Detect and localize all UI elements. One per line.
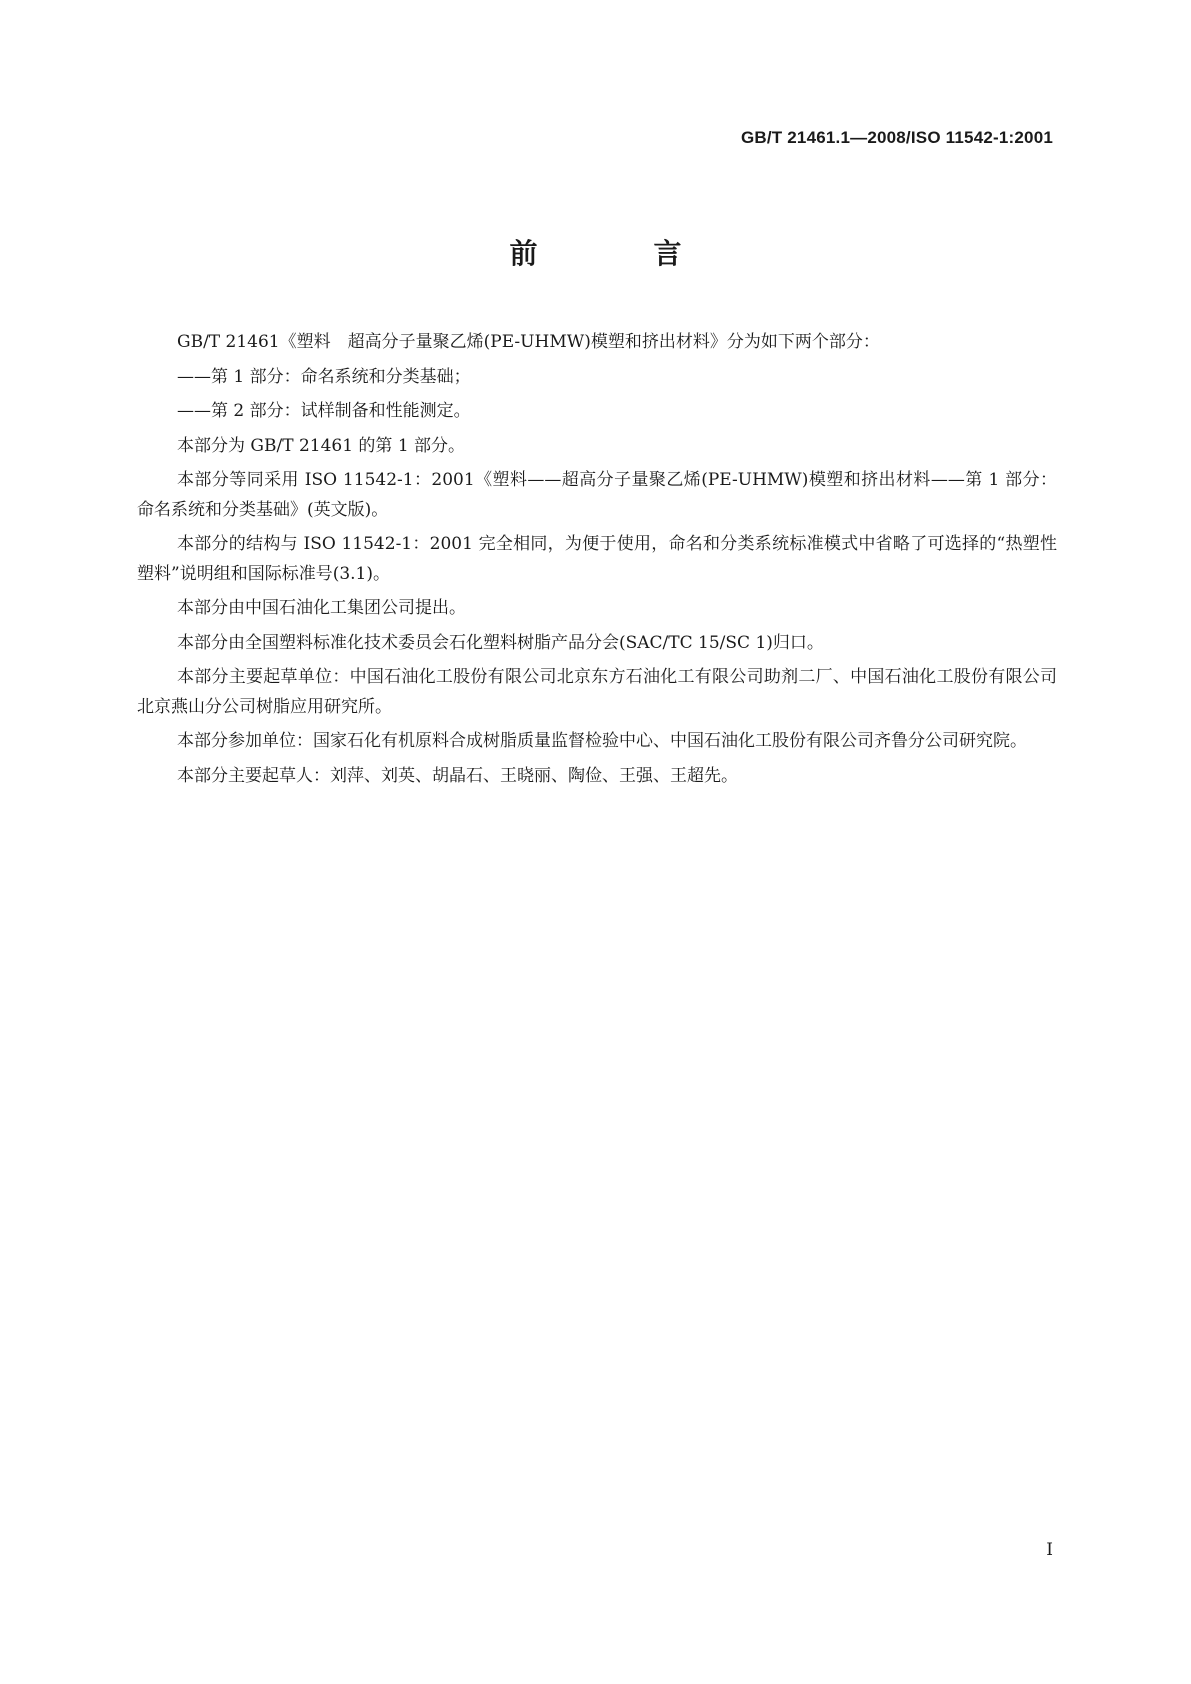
list-item-part-1: ——第 1 部分：命名系统和分类基础； xyxy=(177,366,471,387)
foreword-body xyxy=(137,328,1057,796)
paragraph-part-statement: 本部分为 GB/T 21461 的第 1 部分。 xyxy=(177,435,466,456)
paragraph-committee: 本部分由全国塑料标准化技术委员会石化塑料树脂产品分会(SAC/TC 15/SC 1)归口。 xyxy=(177,632,824,653)
paragraph-drafting-units: 本部分主要起草单位：中国石油化工股份有限公司北京东方石油化工有限公司助剂二厂、中国石油化工股份有限公司北京燕山分公司树脂应用研究所。 xyxy=(137,667,1057,717)
list-item-part-2: ——第 2 部分：试样制备和性能测定。 xyxy=(177,401,471,421)
paragraph-intro: GB/T 21461《塑料 超高分子量聚乙烯(PE-UHMW)模塑和挤出材料》分为如下两个部分： xyxy=(177,332,880,352)
page-number: I xyxy=(1046,1540,1053,1560)
paragraph-participating-units: 本部分参加单位：国家石化有机原料合成树脂质量监督检验中心、中国石油化工股份有限公司齐鲁分公司研究院。 xyxy=(177,731,1027,751)
paragraph-structure: 本部分的结构与 ISO 11542-1：2001 完全相同，为便于使用，命名和分类系统标准模式中省略了可选择的“热塑性塑料”说明组和国际标准号(3.1)。 xyxy=(137,534,1057,584)
page-title: 前 言 xyxy=(509,237,726,270)
paragraph-adoption: 本部分等同采用 ISO 11542-1：2001《塑料——超高分子量聚乙烯(PE-UHMW)模塑和挤出材料——第 1 部分：命名系统和分类基础》(英文版)。 xyxy=(137,470,1057,520)
standard-code-header: GB/T 21461.1—2008/ISO 11542-1:2001 xyxy=(740,128,1053,147)
paragraph-drafters: 本部分主要起草人：刘萍、刘英、胡晶石、王晓丽、陶俭、王强、王超先。 xyxy=(177,765,738,786)
paragraph-proposer: 本部分由中国石油化工集团公司提出。 xyxy=(177,598,466,618)
